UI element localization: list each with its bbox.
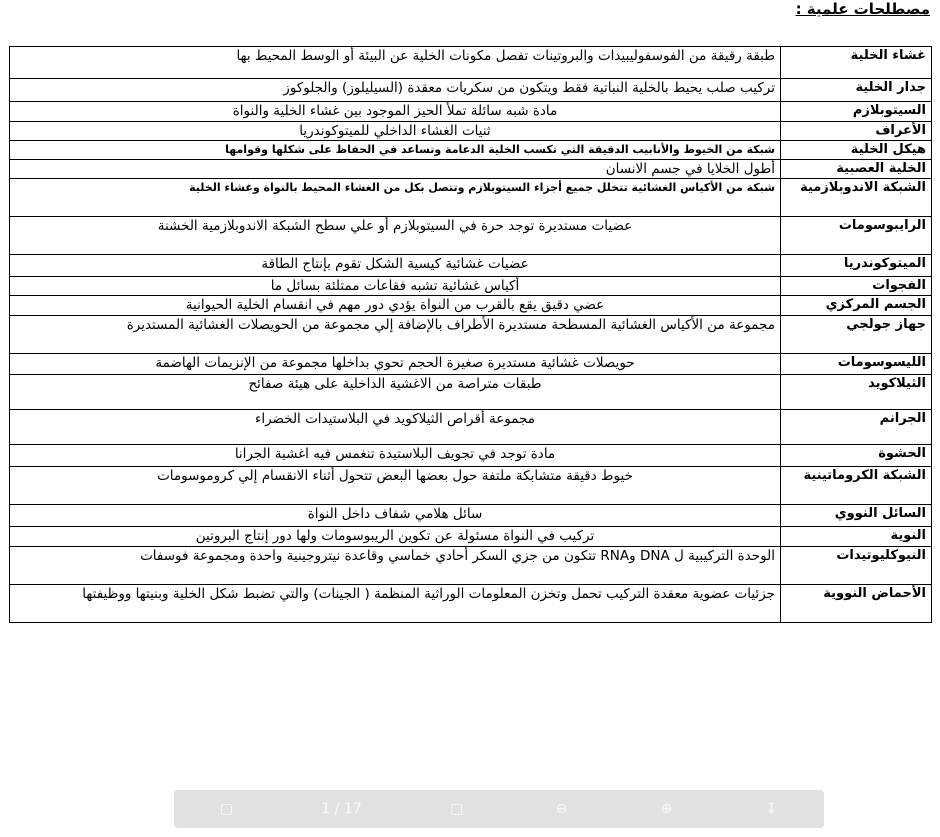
definition-cell: عضيات مستديرة توجد حرة في السيتوبلازم أو علي سطح الشبكة الاندوبلازمية الخشنة [10,217,781,255]
table-row [10,316,932,354]
definition-cell: عضيات غشائية كيسية الشكل تقوم بإنتاج الطاقة [10,255,781,277]
term-cell: الشبكة الكروماتينية [781,467,932,505]
table-row [10,467,932,505]
term-cell: الفجوات [781,277,932,296]
term-cell: السيتوبلازم [781,102,932,122]
table-row [10,79,932,102]
term-cell: النوية [781,527,932,547]
term-cell: الخلية العصبية [781,160,932,179]
table-row [10,410,932,445]
table-row [10,277,932,296]
table-row [10,585,932,623]
zoom-out-icon[interactable]: ⊖ [555,801,568,817]
definition-cell: سائل هلامي شفاف داخل النواة [10,505,781,527]
definition-cell: مجموعة أقراص الثيلاكويد في البلاستيدات الخضراء [10,410,781,445]
definition-cell: طبقة رقيقة من الفوسفوليبيدات والبروتينات تفصل مكونات الخلية عن البيئة أو الوسط المحيط بها [10,47,781,79]
fit-page-icon[interactable]: □ [450,801,464,817]
zoom-in-icon[interactable]: ⊕ [660,801,673,817]
table-row [10,547,932,585]
page-title: مصطلحات علمية : [795,0,930,18]
definition-cell: شبكة من الخيوط والأنابيب الدقيقة التي تكسب الخلية الدعامة وتساعد في الحفاظ على شكلها وقوامها [10,141,781,160]
definition-cell: الوحدة التركيبية ل DNA وRNA تتكون من جزي السكر أحادي خماسي وقاعدة نيتروجينية واحدة ومجموعة فوسفات [10,547,781,585]
definition-cell: عضي دقيق يقع بالقرب من النواة يؤدي دور مهم في انقسام الخلية الحيوانية [10,296,781,316]
term-cell: الأحماض النووية [781,585,932,623]
term-cell: الشبكة الاندوبلازمية [781,179,932,217]
term-cell: النيوكليوتيدات [781,547,932,585]
term-cell: الحشوة [781,445,932,467]
term-cell: الأعراف [781,122,932,141]
term-cell: هيكل الخلية [781,141,932,160]
table-row [10,255,932,277]
definition-cell: حويصلات غشائية مستديرة صغيرة الحجم تحوي بداخلها مجموعة من الإنزيمات الهاضمة [10,354,781,375]
table-row [10,217,932,255]
terms-table [9,46,932,623]
pdf-viewer-toolbar[interactable] [174,790,824,828]
definition-cell: أطول الخلايا في جسم الانسان [10,160,781,179]
term-cell: الرايبوسومات [781,217,932,255]
term-cell: غشاء الخلية [781,47,932,79]
definition-cell: مادة توجد في تجويف البلاستيدة تنغمس فيه اغشية الجرانا [10,445,781,467]
term-cell: الليسوسومات [781,354,932,375]
definition-cell: شبكة من الأكياس الغشائية تتخلل جميع أجزاء السيتوبلازم وتتصل بكل من الغشاء المحيط بالنواة وغشاء الخلية [10,179,781,217]
term-cell: السائل النووي [781,505,932,527]
definition-cell: تركيب في النواة مسئولة عن تكوين الريبوسومات ولها دور إنتاج البروتين [10,527,781,547]
definition-cell: جزئيات عضوية معقدة التركيب تحمل وتخزن المعلومات الوراثية المنظمة ( الجينات) والتي تضبط شكل الخلية وبنيتها ووظيفتها [10,585,781,623]
term-cell: جهاز جولجي [781,316,932,354]
table-row [10,141,932,160]
table-row [10,47,932,79]
table-row [10,102,932,122]
page-indicator[interactable]: 1 / 17 [321,801,362,817]
term-cell: الثيلاكويد [781,375,932,410]
definition-cell: طبقات متراصة من الاغشية الداخلية على هيئة صفائح [10,375,781,410]
term-cell: الميتوكوندريا [781,255,932,277]
table-row [10,354,932,375]
definition-cell: أكياس غشائية تشبه فقاعات ممتلئة بسائل ما [10,277,781,296]
table-row [10,179,932,217]
definition-cell: مجموعة من الأكياس الغشائية المسطحة مستديرة الأطراف بالإضافة إلي مجموعة من الحويصلات الغشائية المستديرة [10,316,781,354]
table-row [10,160,932,179]
definition-cell: خيوط دقيقة متشابكة ملتفة حول بعضها البعض تتحول أثناء الانقسام إلي كروموسومات [10,467,781,505]
download-icon[interactable]: ↧ [765,801,778,817]
table-row [10,505,932,527]
table-row [10,527,932,547]
term-cell: الجسم المركزي [781,296,932,316]
table-row [10,445,932,467]
table-row [10,296,932,316]
definition-cell: مادة شبه سائلة تملأ الحيز الموجود بين غشاء الخلية والنواة [10,102,781,122]
definition-cell: تركيب صلب يحيط بالخلية النباتية فقط ويتكون من سكريات معقدة (السيليلوز) والجلوكوز [10,79,781,102]
definition-cell: ثنيات الغشاء الداخلي للميتوكوندريا [10,122,781,141]
thumbnails-icon[interactable]: ▢ [219,801,234,817]
term-cell: جدار الخلية [781,79,932,102]
table-row [10,122,932,141]
term-cell: الجرانم [781,410,932,445]
table-row [10,375,932,410]
